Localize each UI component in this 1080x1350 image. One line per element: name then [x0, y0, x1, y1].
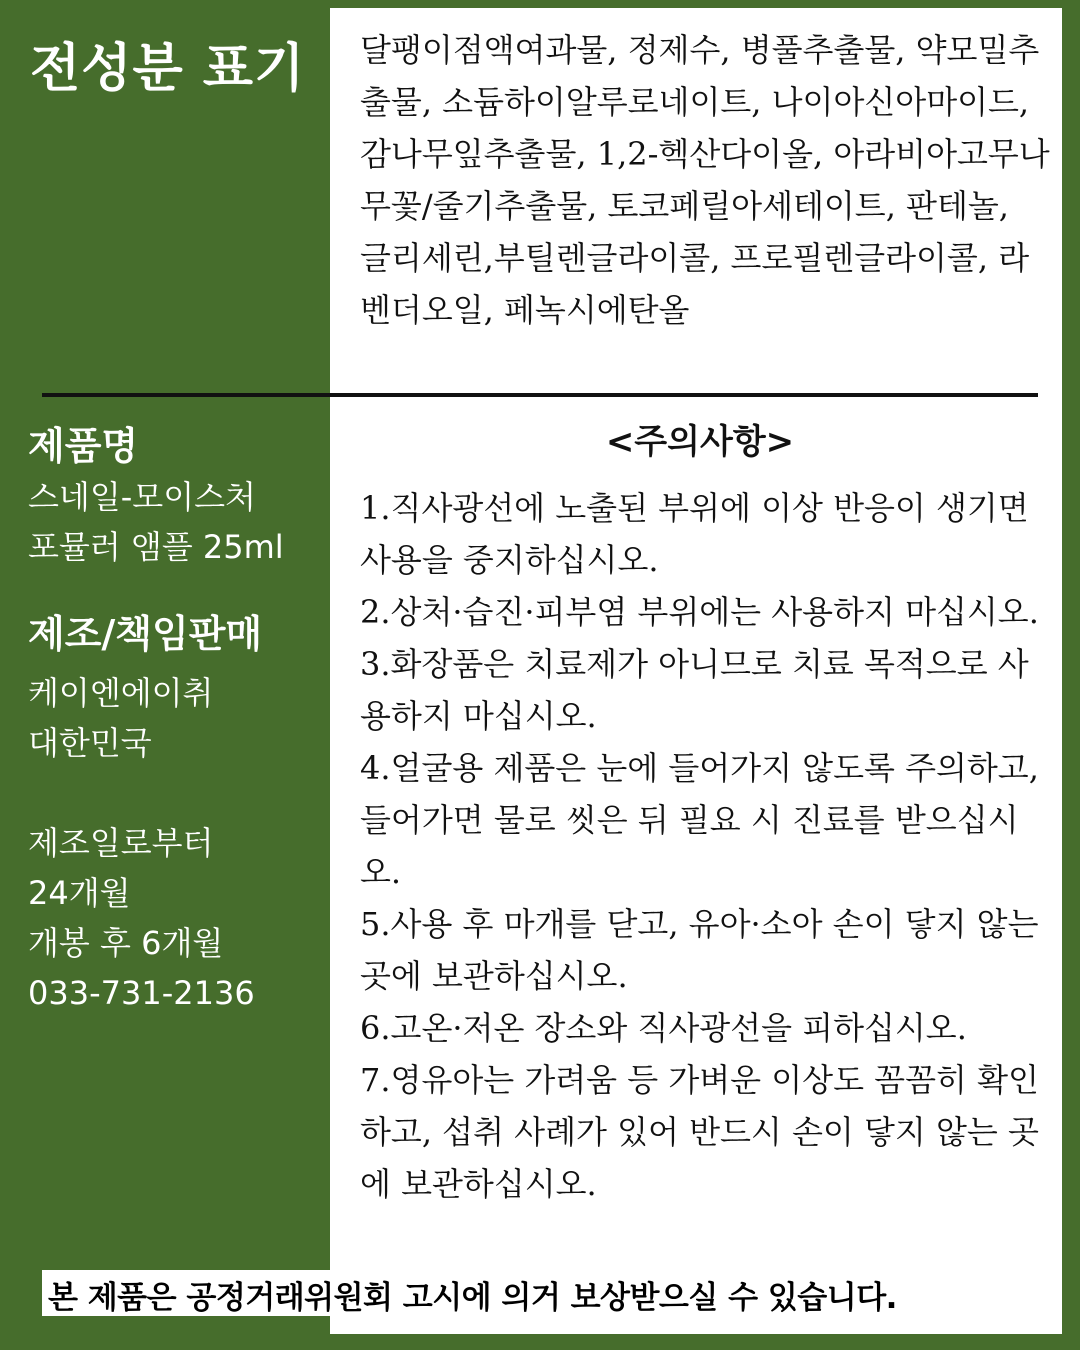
maker-line2: 대한민국 — [28, 724, 152, 762]
bottom-green-border — [0, 1334, 1080, 1350]
section-divider — [42, 393, 1038, 397]
caution-heading: <주의사항> — [605, 422, 795, 462]
caution-item: 3.화장품은 치료제가 아니므로 치료 목적으로 사용하지 마십시오. — [360, 645, 1029, 735]
product-name-label: 제품명 — [28, 424, 139, 468]
caution-list — [360, 482, 1050, 1210]
maker-line1: 케이엔에이취 — [28, 674, 214, 712]
caution-item: 7.영유아는 가려움 등 가벼운 이상도 꼼꼼히 확인하고, 섭취 사례가 있어 반드시 손이 닿지 않는 곳에 보관하십시오. — [360, 1061, 1039, 1203]
maker-label: 제조/책임판매 — [28, 612, 263, 656]
expiry-line3: 개봉 후 6개월 — [28, 924, 224, 962]
ingredients-heading: 전성분 표기 — [30, 39, 306, 99]
caution-item: 5.사용 후 마개를 닫고, 유아·소아 손이 닿지 않는 곳에 보관하십시오. — [360, 905, 1039, 995]
caution-item: 1.직사광선에 노출된 부위에 이상 반응이 생기면 사용을 중지하십시오. — [360, 489, 1029, 579]
product-name-line1: 스네일-모이스처 — [28, 478, 256, 516]
expiry-line1: 제조일로부터 — [28, 824, 214, 862]
top-green-border — [330, 0, 1080, 8]
product-info — [28, 420, 328, 1018]
right-green-border — [1062, 0, 1080, 1350]
phone-number: 033-731-2136 — [28, 974, 255, 1012]
footer-notice: 본 제품은 공정거래위원회 고시에 의거 보상받으실 수 있습니다. — [48, 1280, 897, 1316]
ingredients-list: 달팽이점액여과물, 정제수, 병풀추출물, 약모밀추출물, 소듐하이알루로네이트, 나이아신아마이드, 감나무잎추출물, 1,2-헥산다이올, 아라비아고무나무꽃/줄기추출물, 토코페릴아세테이트, 판테놀, 글리세린,부틸렌글라이콜, 프로필렌글라이콜, 라벤더오일, 페녹시에탄올 — [360, 31, 1050, 329]
caution-item: 4.얼굴용 제품은 눈에 들어가지 않도록 주의하고, 들어가면 물로 씻은 뒤 필요 시 진료를 받으십시오. — [360, 749, 1039, 891]
caution-item: 2.상처·습진·피부염 부위에는 사용하지 마십시오. — [360, 593, 1039, 631]
caution-item: 6.고온·저온 장소와 직사광선을 피하십시오. — [360, 1009, 967, 1047]
expiry-line2: 24개월 — [28, 874, 131, 912]
product-name-line2: 포뮬러 앰플 25ml — [28, 528, 284, 566]
